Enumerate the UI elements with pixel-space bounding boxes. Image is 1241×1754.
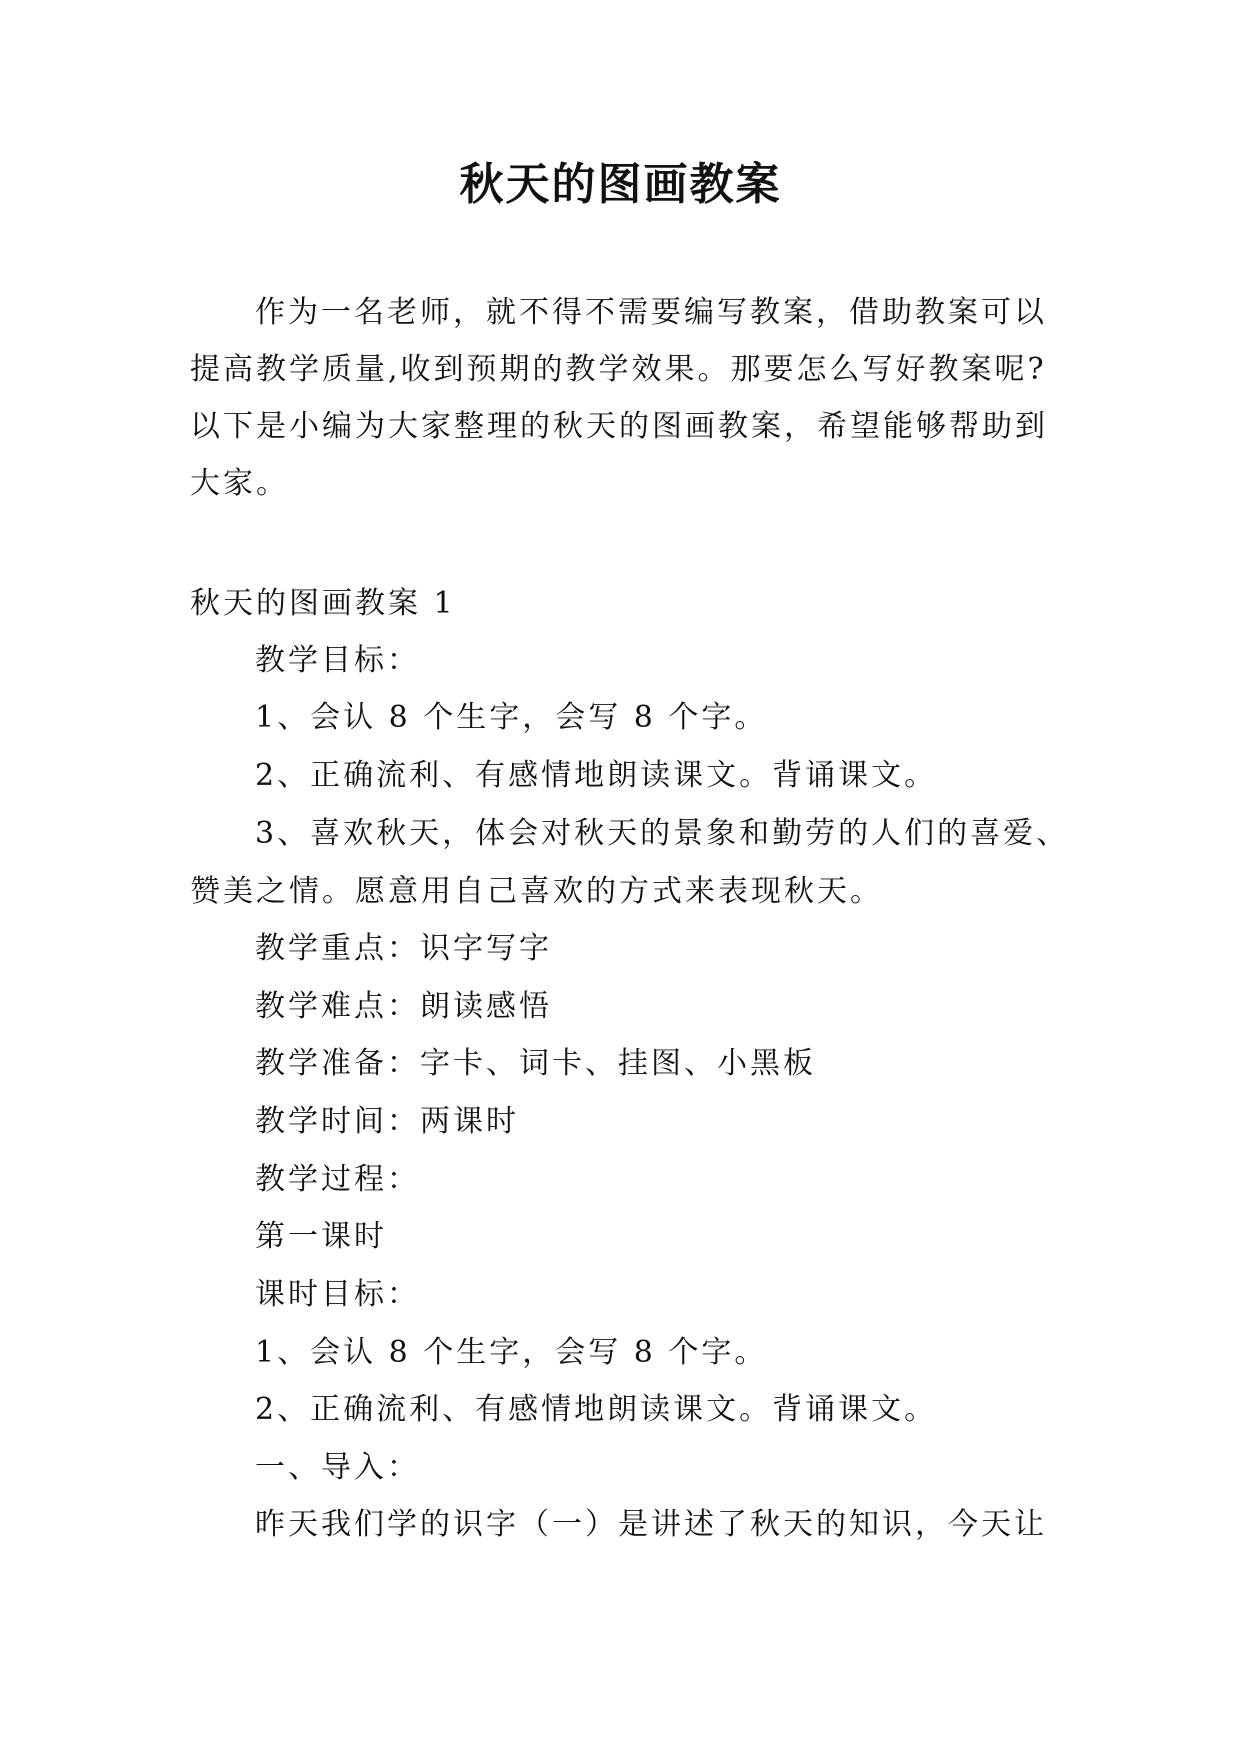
- intro-paragraph-line-2: 提高教学质量,收到预期的教学效果。那要怎么写好教案呢?: [190, 352, 1047, 387]
- body-line: 教学重点：识字写字: [255, 931, 552, 966]
- body-line: 教学过程：: [255, 1162, 420, 1197]
- body-line: 教学目标：: [255, 643, 420, 678]
- body-line: 1、会认 8 个生字，会写 8 个字。: [255, 700, 768, 735]
- intro-paragraph-line-1: 作为一名老师，就不得不需要编写教案，借助教案可以: [255, 295, 1047, 330]
- body-line: 2、正确流利、有感情地朗读课文。背诵课文。: [255, 758, 938, 793]
- body-line: 教学时间：两课时: [255, 1104, 519, 1139]
- body-line: 教学难点：朗读感悟: [255, 989, 552, 1024]
- section-heading: 秋天的图画教案 1: [190, 586, 456, 621]
- body-line: 1、会认 8 个生字，会写 8 个字。: [255, 1335, 768, 1370]
- body-line: 课时目标：: [255, 1277, 420, 1312]
- intro-paragraph-line-3: 以下是小编为大家整理的秋天的图画教案，希望能够帮助到: [190, 409, 1048, 444]
- body-line: 赞美之情。愿意用自己喜欢的方式来表现秋天。: [190, 874, 883, 909]
- body-line: 教学准备：字卡、词卡、挂图、小黑板: [255, 1046, 816, 1081]
- intro-paragraph-line-4: 大家。: [190, 466, 289, 501]
- body-line: 2、正确流利、有感情地朗读课文。背诵课文。: [255, 1392, 938, 1427]
- body-line: 第一课时: [255, 1219, 387, 1254]
- body-line: 一、导入：: [255, 1450, 420, 1485]
- document-title: 秋天的图画教案: [459, 159, 782, 210]
- body-line: 昨天我们学的识字（一）是讲述了秋天的知识，今天让: [255, 1507, 1047, 1542]
- body-line: 3、喜欢秋天，体会对秋天的景象和勤劳的人们的喜爱、: [255, 816, 1070, 851]
